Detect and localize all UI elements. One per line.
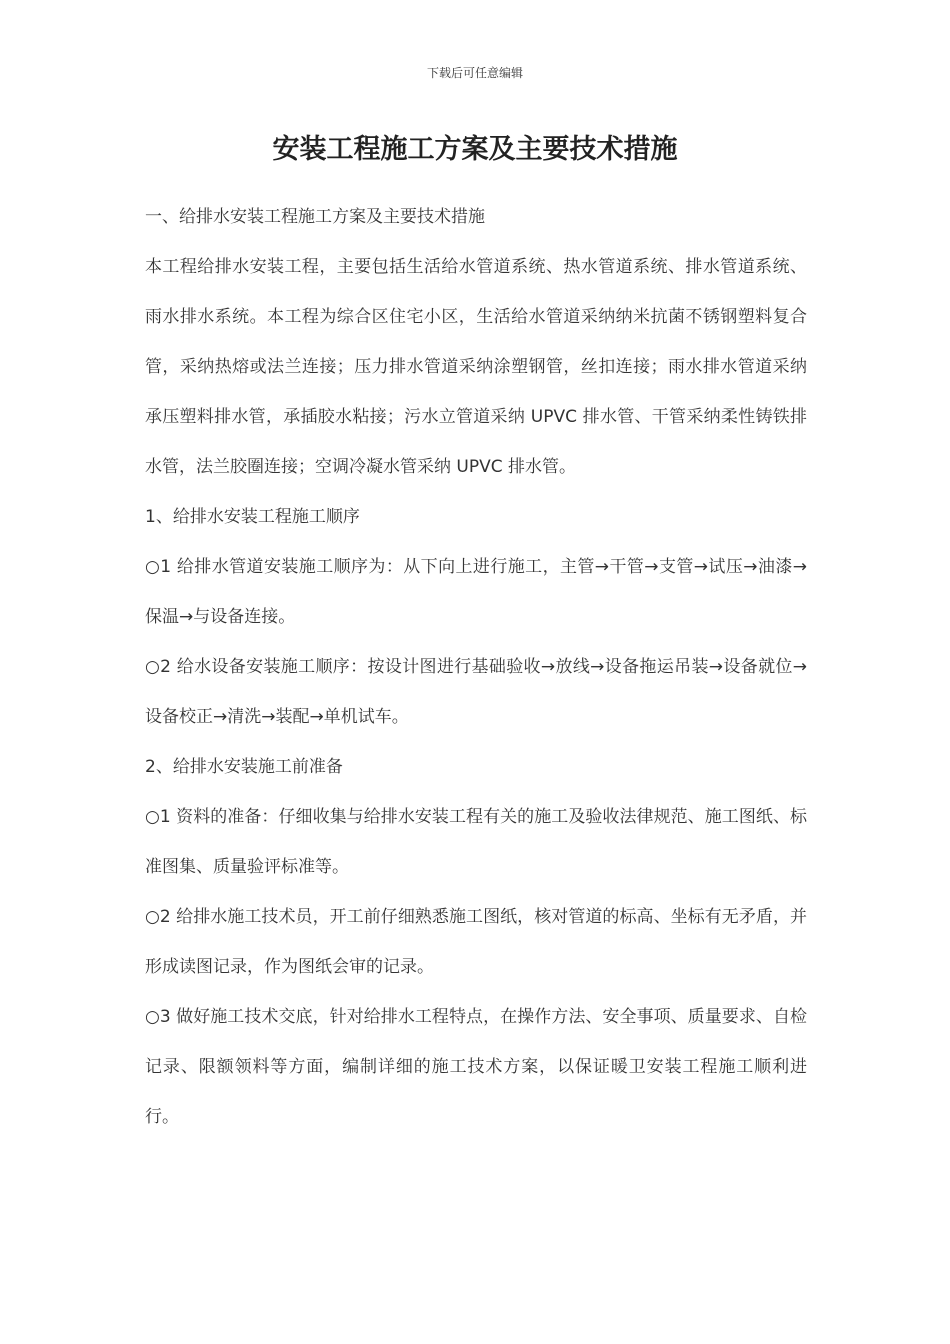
section-heading-sequence: 1、给排水安装工程施工顺序 (145, 507, 360, 527)
document-title: 安装工程施工方案及主要技术措施 (272, 134, 678, 165)
paragraph-document-preparation: ○1 资料的准备：仔细收集与给排水安装工程有关的施工及验收法律规范、施工图纸、标准图集、质量验评标准等。 (145, 807, 807, 877)
header-note: 下载后可任意编辑 (426, 66, 523, 80)
section-heading-water-supply: 一、给排水安装工程施工方案及主要技术措施 (145, 207, 485, 227)
paragraph-overview: 本工程给排水安装工程，主要包括生活给水管道系统、热水管道系统、排水管道系统、雨水排水系统。本工程为综合区住宅小区，生活给水管道采纳纳米抗菌不锈钢塑料复合管，采纳热熔或法兰连接；压力排水管道采纳涂塑钢管，丝扣连接；雨水排水管道采纳承压塑料排水管，承插胶水粘接；污水立管道采纳 UPVC 排水管、干管采纳柔性铸铁排水管，法兰胶圈连接；空调冷凝水管采纳 UPVC 排水管。 (145, 257, 807, 477)
section-heading-preparation: 2、给排水安装施工前准备 (145, 757, 343, 777)
document-body (145, 192, 807, 1142)
paragraph-technical-briefing: ○3 做好施工技术交底，针对给排水工程特点，在操作方法、安全事项、质量要求、自检记录、限额领料等方面，编制详细的施工技术方案，以保证暖卫安装工程施工顺利进行。 (145, 1007, 807, 1127)
paragraph-drawing-review: ○2 给排水施工技术员，开工前仔细熟悉施工图纸，核对管道的标高、坐标有无矛盾，并形成读图记录，作为图纸会审的记录。 (145, 907, 807, 977)
paragraph-pipe-sequence: ○1 给排水管道安装施工顺序为：从下向上进行施工，主管→干管→支管→试压→油漆→保温→与设备连接。 (145, 557, 807, 627)
paragraph-equipment-sequence: ○2 给水设备安装施工顺序：按设计图进行基础验收→放线→设备拖运吊装→设备就位→设备校正→清洗→装配→单机试车。 (145, 657, 807, 727)
